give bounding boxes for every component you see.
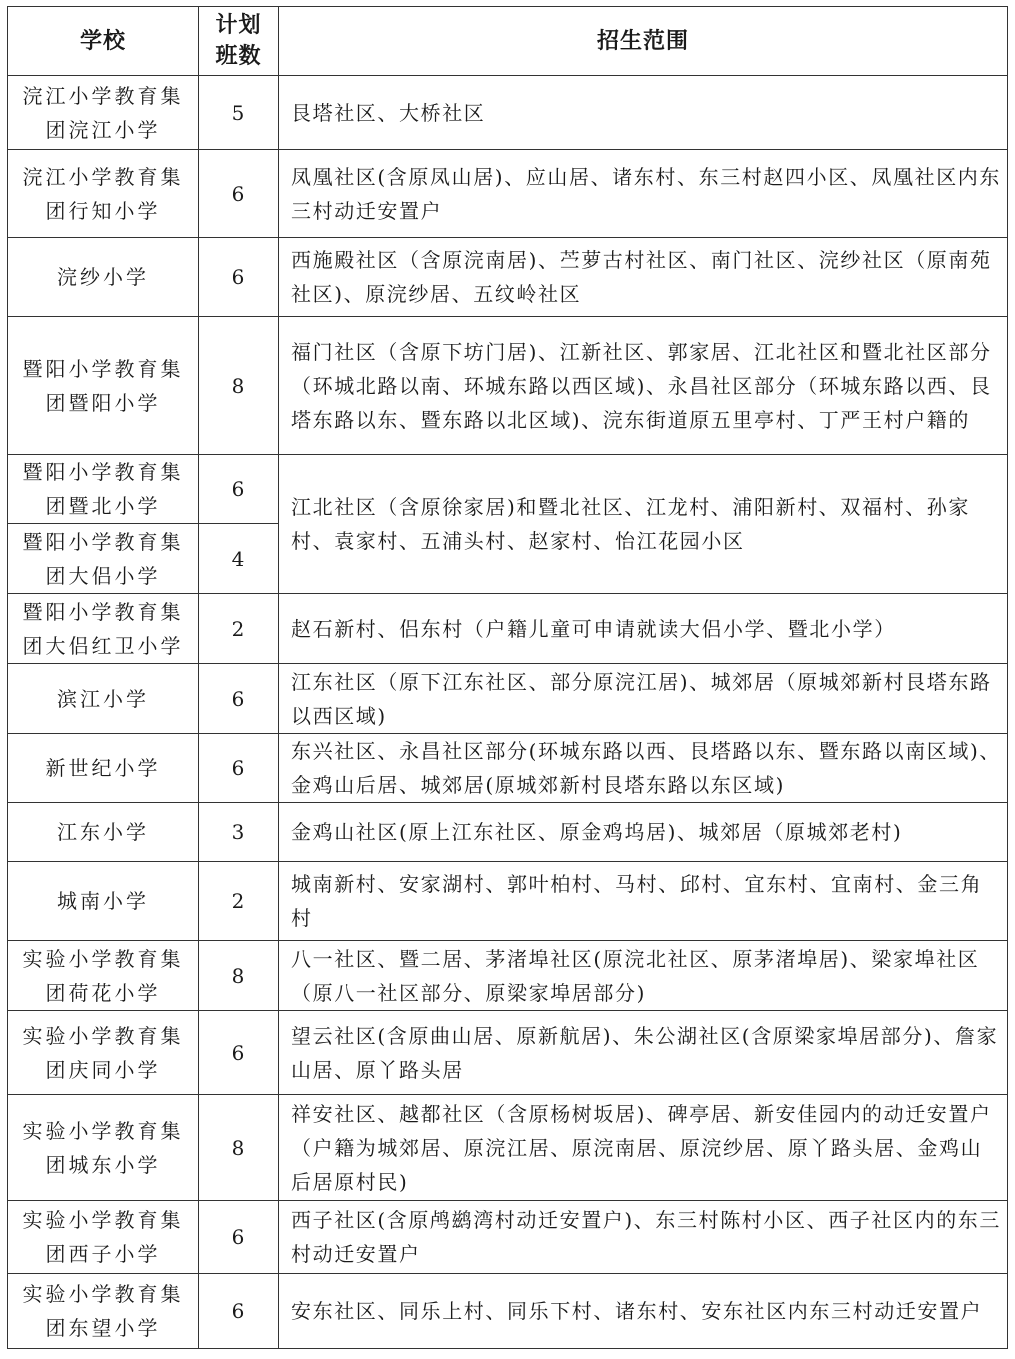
table-row: [8, 455, 1008, 524]
enrollment-range: 江东社区（原下江东社区、部分原浣江居)、城郊居（原城郊新村艮塔东路以西区域): [279, 664, 1008, 734]
school-name: 城南小学: [8, 862, 199, 941]
enrollment-range: 城南新村、安家湖村、郭叶柏村、马村、邱村、宜东村、宜南村、金三角村: [279, 862, 1008, 941]
enrollment-range: 江北社区（含原徐家居)和暨北社区、江龙村、浦阳新村、双福村、孙家村、袁家村、五浦头村、赵家村、怡江花园小区: [279, 455, 1008, 594]
school-name: 浣江小学教育集团行知小学: [8, 150, 199, 238]
table-row: [8, 1011, 1008, 1095]
school-name: 滨江小学: [8, 664, 199, 734]
header-range: 招生范围: [279, 7, 1008, 76]
school-name: 暨阳小学教育集团大侣小学: [8, 524, 199, 594]
class-count: 8: [199, 941, 279, 1011]
table-row: [8, 734, 1008, 803]
table-row: [8, 317, 1008, 455]
enrollment-range: 八一社区、暨二居、茅渚埠社区(原浣北社区、原茅渚埠居)、梁家埠社区（原八一社区部分、原梁家埠居部分): [279, 941, 1008, 1011]
header-school: 学校: [8, 7, 199, 76]
class-count: 6: [199, 664, 279, 734]
enrollment-range: 东兴社区、永昌社区部分(环城东路以西、艮塔路以东、暨东路以南区域)、金鸡山后居、城郊居(原城郊新村艮塔东路以东区域): [279, 734, 1008, 803]
class-count: 6: [199, 455, 279, 524]
school-name: 浣纱小学: [8, 238, 199, 317]
enrollment-range: 艮塔社区、大桥社区: [279, 76, 1008, 150]
school-name: 暨阳小学教育集团暨北小学: [8, 455, 199, 524]
enrollment-range: 凤凰社区(含原凤山居)、应山居、诸东村、东三村赵四小区、凤凰社区内东三村动迁安置户: [279, 150, 1008, 238]
school-name: 实验小学教育集团荷花小学: [8, 941, 199, 1011]
class-count: 4: [199, 524, 279, 594]
class-count: 6: [199, 1011, 279, 1095]
table-row: [8, 1201, 1008, 1274]
school-name: 实验小学教育集团东望小学: [8, 1274, 199, 1349]
enrollment-range: 安东社区、同乐上村、同乐下村、诸东村、安东社区内东三村动迁安置户: [279, 1274, 1008, 1349]
table-row: [8, 862, 1008, 941]
school-name: 浣江小学教育集团浣江小学: [8, 76, 199, 150]
school-name: 实验小学教育集团西子小学: [8, 1201, 199, 1274]
school-name: 实验小学教育集团城东小学: [8, 1095, 199, 1201]
table-row: [8, 594, 1008, 664]
enrollment-range: 西子社区(含原鸬鹚湾村动迁安置户)、东三村陈村小区、西子社区内的东三村动迁安置户: [279, 1201, 1008, 1274]
school-name: 新世纪小学: [8, 734, 199, 803]
school-name: 暨阳小学教育集团暨阳小学: [8, 317, 199, 455]
enrollment-table: [7, 6, 1008, 1349]
class-count: 3: [199, 803, 279, 862]
table-row: [8, 1274, 1008, 1349]
enrollment-range: 祥安社区、越都社区（含原杨树坂居)、碑亭居、新安佳园内的动迁安置户（户籍为城郊居、原浣江居、原浣南居、原浣纱居、原丫路头居、金鸡山后居原村民): [279, 1095, 1008, 1201]
enrollment-range: 赵石新村、侣东村（户籍儿童可申请就读大侣小学、暨北小学）: [279, 594, 1008, 664]
enrollment-range: 西施殿社区（含原浣南居)、苎萝古村社区、南门社区、浣纱社区（原南苑社区)、原浣纱居、五纹岭社区: [279, 238, 1008, 317]
table-row: [8, 1095, 1008, 1201]
school-name: 江东小学: [8, 803, 199, 862]
class-count: 8: [199, 317, 279, 455]
header-row: [8, 7, 1008, 76]
school-name: 暨阳小学教育集团大侣红卫小学: [8, 594, 199, 664]
table-row: [8, 664, 1008, 734]
class-count: 6: [199, 1201, 279, 1274]
school-name: 实验小学教育集团庆同小学: [8, 1011, 199, 1095]
enrollment-range: 金鸡山社区(原上江东社区、原金鸡坞居)、城郊居（原城郊老村): [279, 803, 1008, 862]
table-row: [8, 150, 1008, 238]
table-row: [8, 76, 1008, 150]
class-count: 6: [199, 238, 279, 317]
class-count: 8: [199, 1095, 279, 1201]
class-count: 6: [199, 734, 279, 803]
enrollment-range: 望云社区(含原曲山居、原新航居)、朱公湖社区(含原梁家埠居部分)、詹家山居、原丫路头居: [279, 1011, 1008, 1095]
class-count: 2: [199, 862, 279, 941]
table-row: [8, 803, 1008, 862]
table-row: [8, 238, 1008, 317]
class-count: 6: [199, 150, 279, 238]
class-count: 6: [199, 1274, 279, 1349]
class-count: 5: [199, 76, 279, 150]
enrollment-range: 福门社区（含原下坊门居)、江新社区、郭家居、江北社区和暨北社区部分（环城北路以南、环城东路以西区域)、永昌社区部分（环城东路以西、艮塔东路以东、暨东路以北区域)、浣东街道原五里亭村、丁严王村户籍的: [279, 317, 1008, 455]
table-row: [8, 941, 1008, 1011]
class-count: 2: [199, 594, 279, 664]
header-classes: 计划班数: [199, 7, 279, 76]
